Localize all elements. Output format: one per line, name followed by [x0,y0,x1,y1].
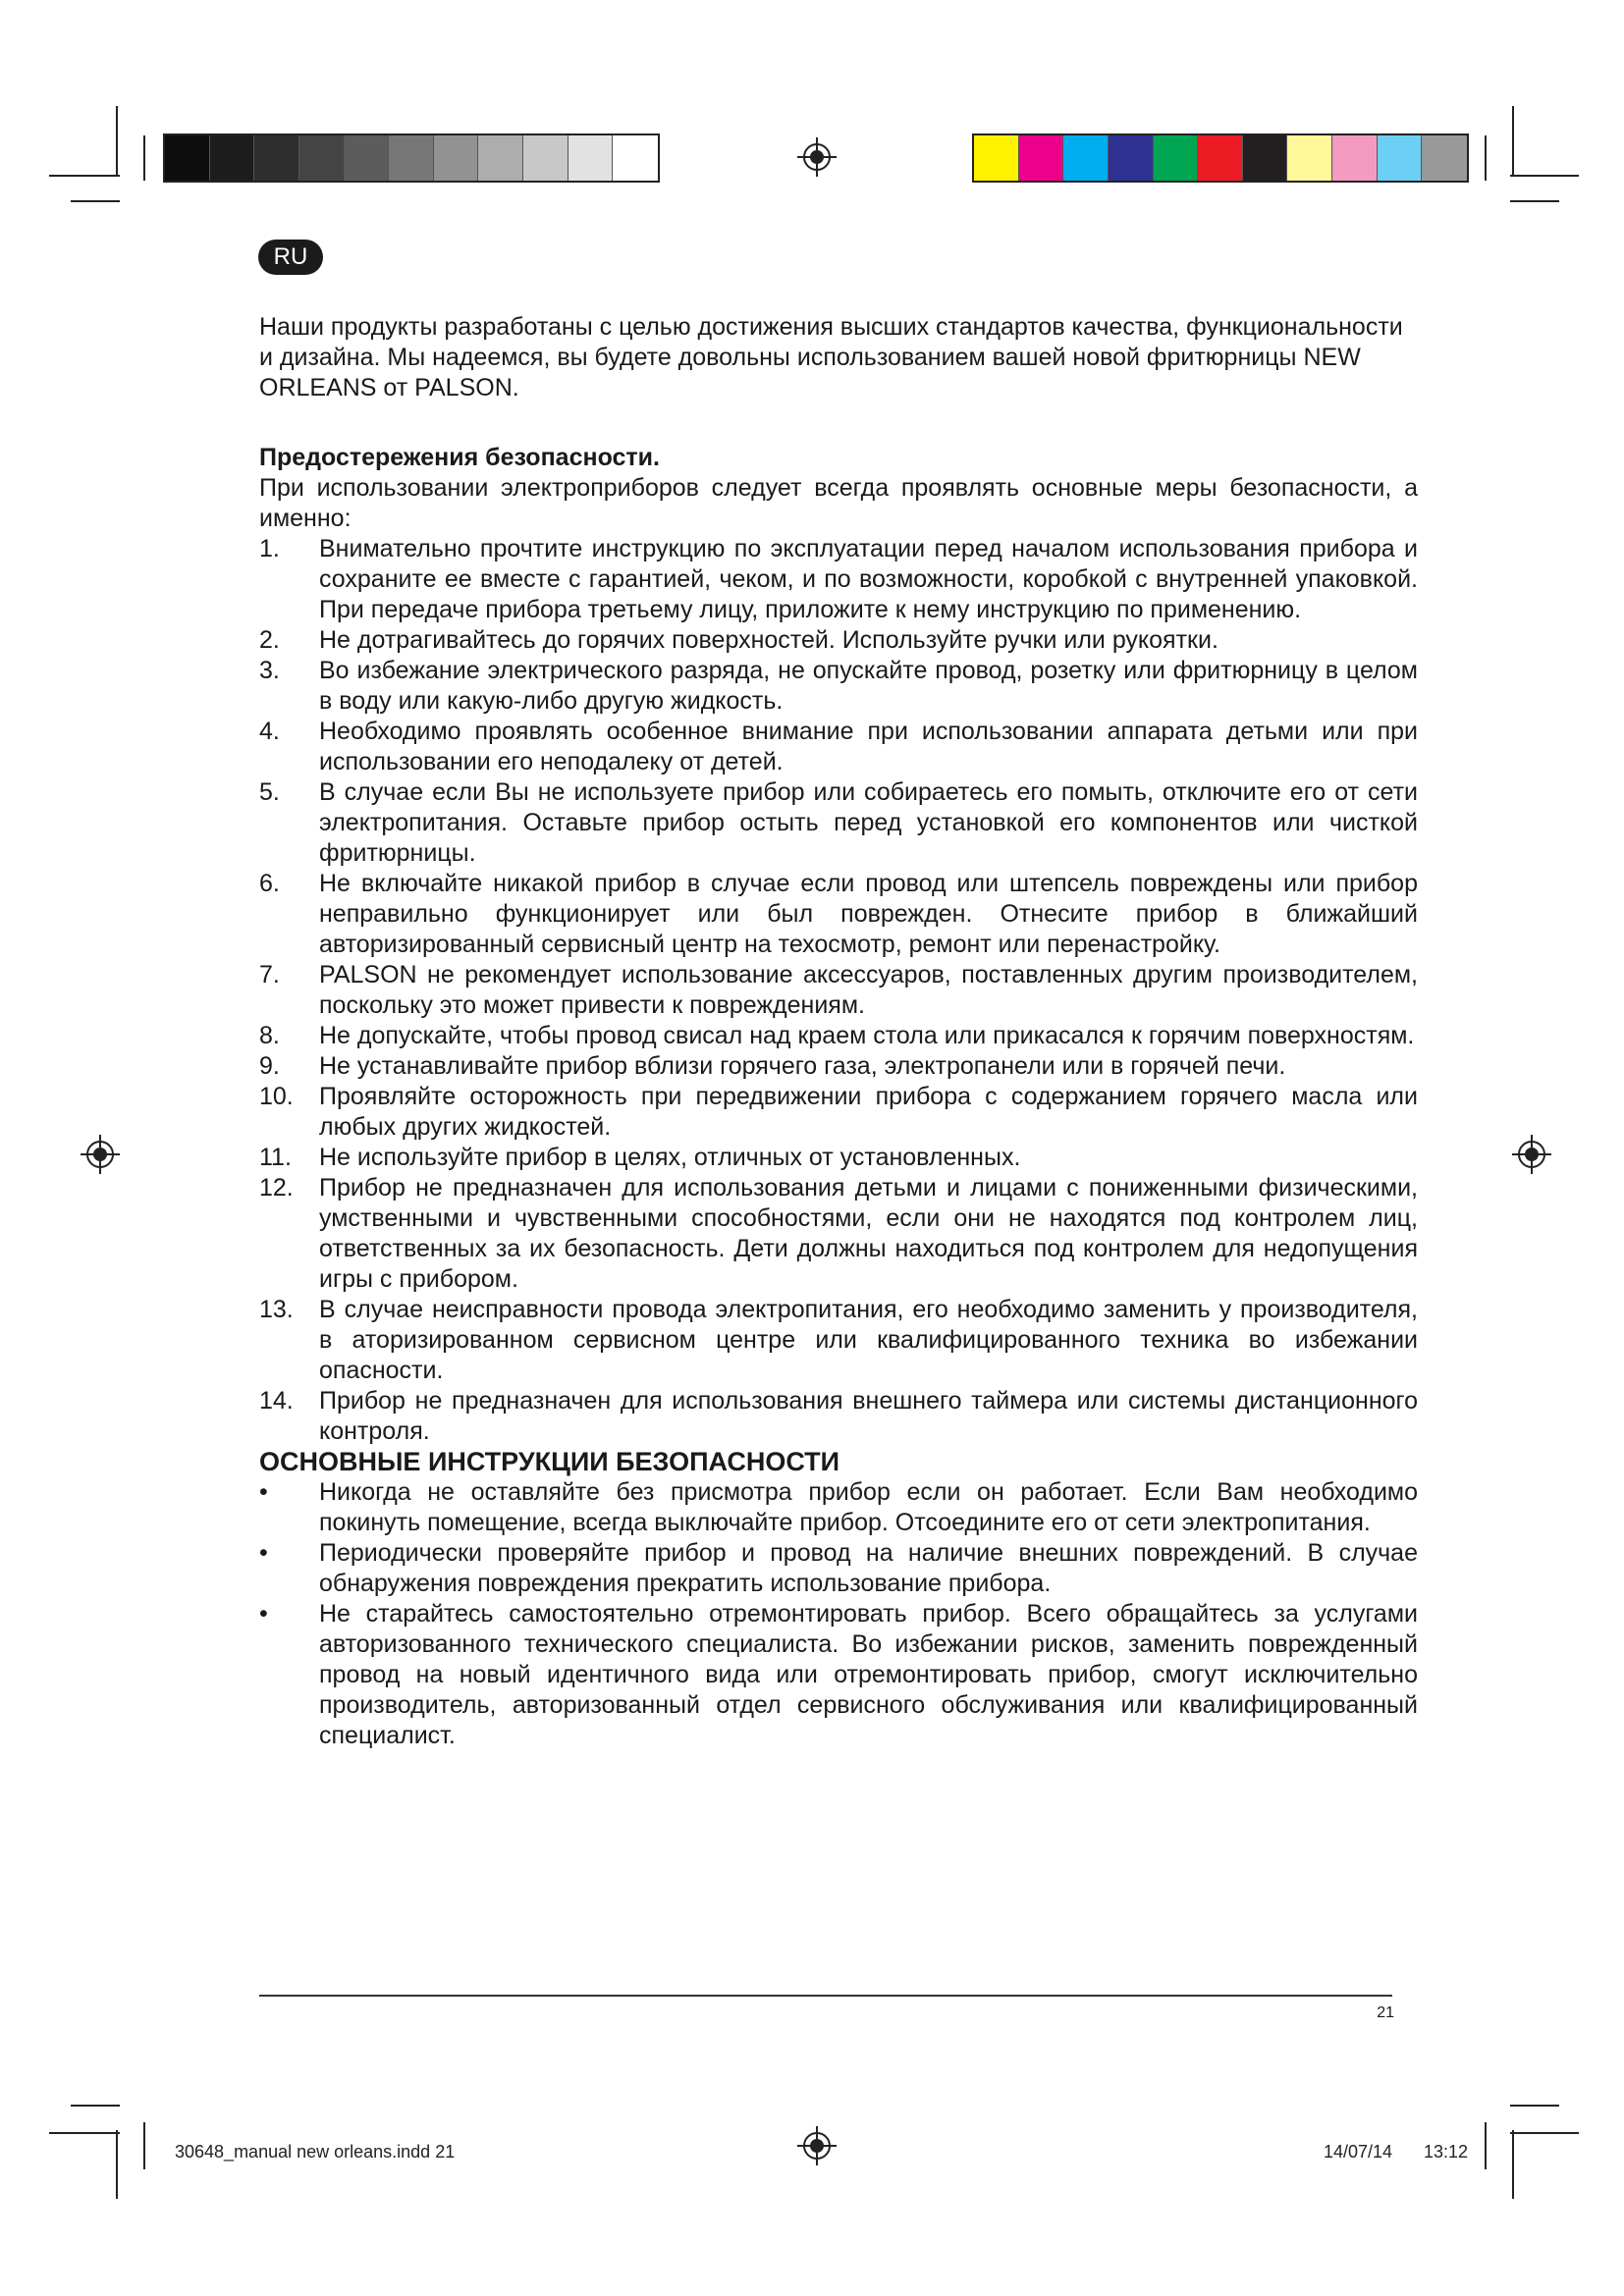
color-swatch [1378,135,1423,181]
safety-rule-item [259,625,1418,656]
color-swatch [345,135,390,181]
rule-number: 11. [259,1144,292,1171]
crop-mark [71,200,120,202]
crop-mark [49,175,120,177]
grayscale-color-bar [163,133,660,183]
rule-text: Прибор не предназначен для использования детьми и лицами с пониженными физическими, умственными и чувственными способностями, если они не находятся под контролем лиц, ответственных за их безопасность. Дети должны находиться под контролем для недопущения игры с прибором. [319,1174,1418,1293]
color-swatch [1063,135,1109,181]
rule-text: Не дотрагивайтесь до горячих поверхностей. Используйте ручки или рукоятки. [319,626,1218,654]
color-swatch [1287,135,1332,181]
bullet-icon: • [259,1539,268,1567]
color-swatch [1154,135,1199,181]
crop-mark [1510,2105,1559,2107]
crop-mark [1485,2122,1487,2169]
color-swatch [254,135,299,181]
safety-heading: Предостережения безопасности. [259,444,660,471]
rule-number: 10. [259,1083,294,1110]
crop-mark [1485,135,1487,181]
rule-text: Не включайте никакой прибор в случае если провод или штепсель повреждены или прибор неправильно функционирует или был поврежден. Отнесите прибор в ближайший авторизированный сервисный центр на техосмотр, ремонт или перенастройку. [319,870,1418,958]
rule-text: PALSON не рекомендует использование аксессуаров, поставленных другим производителем, поскольку это может привести к повреждениям. [319,961,1418,1019]
rule-number: 8. [259,1022,280,1049]
rule-text: Проявляйте осторожность при передвижении прибора с содержанием горячего масла или любых других жидкостей. [319,1083,1418,1141]
rule-text: Не устанавливайте прибор вблизи горячего газа, электропанели или в горячей печи. [319,1052,1286,1080]
crop-mark [71,2105,120,2107]
safety-rule-item [259,1386,1418,1447]
color-swatch [434,135,479,181]
color-swatch [974,135,1019,181]
footer-file-name: 30648_manual new orleans.indd 21 [175,2142,456,2162]
color-swatch [210,135,255,181]
safety-rules-list [259,534,1418,1447]
basic-safety-text: Не старайтесь самостоятельно отремонтировать прибор. Всего обращайтесь за услугами авторизованного технического специалиста. Во избежании рисков, заменить поврежденный провод на новый идентичного вида или отремонтировать прибор, смогут исключительно производитель, авторизованный отдел сервисного обслуживания или квалифицированный специалист. [319,1600,1418,1749]
safety-rule-item [259,777,1418,869]
crop-mark [1510,175,1579,177]
color-swatch [478,135,523,181]
intro-paragraph: Наши продукты разработаны с целью достижения высших стандартов качества, функциональности и дизайна. Мы надеемся, вы будете довольны использованием вашей новой фритюрницы NEW ORLEANS от PALSON. [259,313,1403,401]
rule-text: В случае неисправности провода электропитания, его необходимо заменить у производителя, в аторизированном сервисном центре или квалифицированного техника во избежании опасности. [319,1296,1418,1384]
safety-rule-item [259,656,1418,717]
basic-safety-item [259,1477,1418,1538]
safety-rule-item [259,1021,1418,1051]
rule-number: 9. [259,1052,280,1080]
rule-number: 13. [259,1296,294,1323]
safety-rule-item [259,1051,1418,1082]
color-swatch [613,135,658,181]
crop-mark [116,2130,118,2199]
process-color-bar [972,133,1469,183]
color-swatch [1019,135,1064,181]
basic-safety-item [259,1599,1418,1751]
registration-target-icon [81,1135,120,1174]
rule-number: 1. [259,535,280,562]
page-number: 21 [1377,2004,1394,2021]
rule-number: 3. [259,657,280,684]
safety-rule-item [259,869,1418,960]
basic-safety-heading: ОСНОВНЫЕ ИНСТРУКЦИИ БЕЗОПАСНОСТИ [259,1447,840,1476]
rule-number: 7. [259,961,280,988]
rule-text: В случае если Вы не используете прибор или собираетесь его помыть, отключите его от сети электропитания. Оставьте прибор остыть перед установкой его компонентов или чисткой фритюрницы. [319,778,1418,867]
rule-text: Не допускайте, чтобы провод свисал над краем стола или прикасался к горячим поверхностям. [319,1022,1415,1049]
safety-lead: При использовании электроприборов следует всегда проявлять основные меры безопасности, а именно: [259,474,1418,532]
crop-mark [1510,2132,1579,2134]
color-swatch [299,135,345,181]
safety-rule-item [259,1143,1418,1173]
rule-text: Необходимо проявлять особенное внимание при использовании аппарата детьми или при использовании его неподалеку от детей. [319,718,1418,775]
footer-divider [259,1995,1392,1997]
rule-number: 12. [259,1174,294,1201]
safety-rule-item [259,960,1418,1021]
rule-number: 2. [259,626,280,654]
rule-text: Внимательно прочтите инструкцию по эксплуатации перед началом использования прибора и сохраните ее вместе с гарантией, чеком, и по возможности, коробкой с внутренней упаковкой. При передаче прибора третьему лицу, приложите к нему инструкцию по применению. [319,535,1418,623]
crop-mark [116,106,118,177]
safety-rule-item [259,1295,1418,1386]
safety-rule-item [259,1173,1418,1295]
color-swatch [1243,135,1288,181]
crop-mark [1510,200,1559,202]
crop-mark [1512,2130,1514,2199]
bullet-icon: • [259,1600,268,1628]
basic-safety-item [259,1538,1418,1599]
color-swatch [568,135,614,181]
rule-number: 4. [259,718,280,745]
crop-mark [49,2132,120,2134]
safety-rule-item [259,1082,1418,1143]
basic-safety-list [259,1477,1418,1751]
document-body [259,312,1418,1751]
registration-target-icon [797,137,837,177]
footer-time: 13:12 [1424,2142,1469,2162]
rule-number: 14. [259,1387,294,1415]
color-swatch [389,135,434,181]
basic-safety-text: Периодически проверяйте прибор и провод на наличие внешних повреждений. В случае обнаружения повреждения прекратить использование прибора. [319,1539,1418,1597]
color-swatch [1109,135,1154,181]
bullet-icon: • [259,1478,268,1506]
registration-target-icon [1512,1135,1551,1174]
safety-rule-item [259,534,1418,625]
color-swatch [1198,135,1243,181]
safety-rule-item [259,717,1418,777]
crop-mark [1512,106,1514,177]
footer-date: 14/07/14 [1324,2142,1393,2162]
language-badge: RU [258,240,323,275]
color-swatch [165,135,210,181]
basic-safety-text: Никогда не оставляйте без присмотра прибор если он работает. Если Вам необходимо покинуть помещение, всегда выключайте прибор. Отсоедините его от сети электропитания. [319,1478,1418,1536]
rule-text: Во избежание электрического разряда, не опускайте провод, розетку или фритюрницу в целом в воду или какую-либо другую жидкость. [319,657,1418,715]
crop-mark [143,2122,145,2169]
rule-text: Прибор не предназначен для использования внешнего таймера или системы дистанционного контроля. [319,1387,1418,1445]
color-swatch [523,135,568,181]
rule-number: 5. [259,778,280,806]
rule-text: Не используйте прибор в целях, отличных от установленных. [319,1144,1021,1171]
color-swatch [1332,135,1378,181]
rule-number: 6. [259,870,280,897]
registration-target-icon [797,2126,837,2165]
color-swatch [1422,135,1467,181]
crop-mark [143,135,145,181]
